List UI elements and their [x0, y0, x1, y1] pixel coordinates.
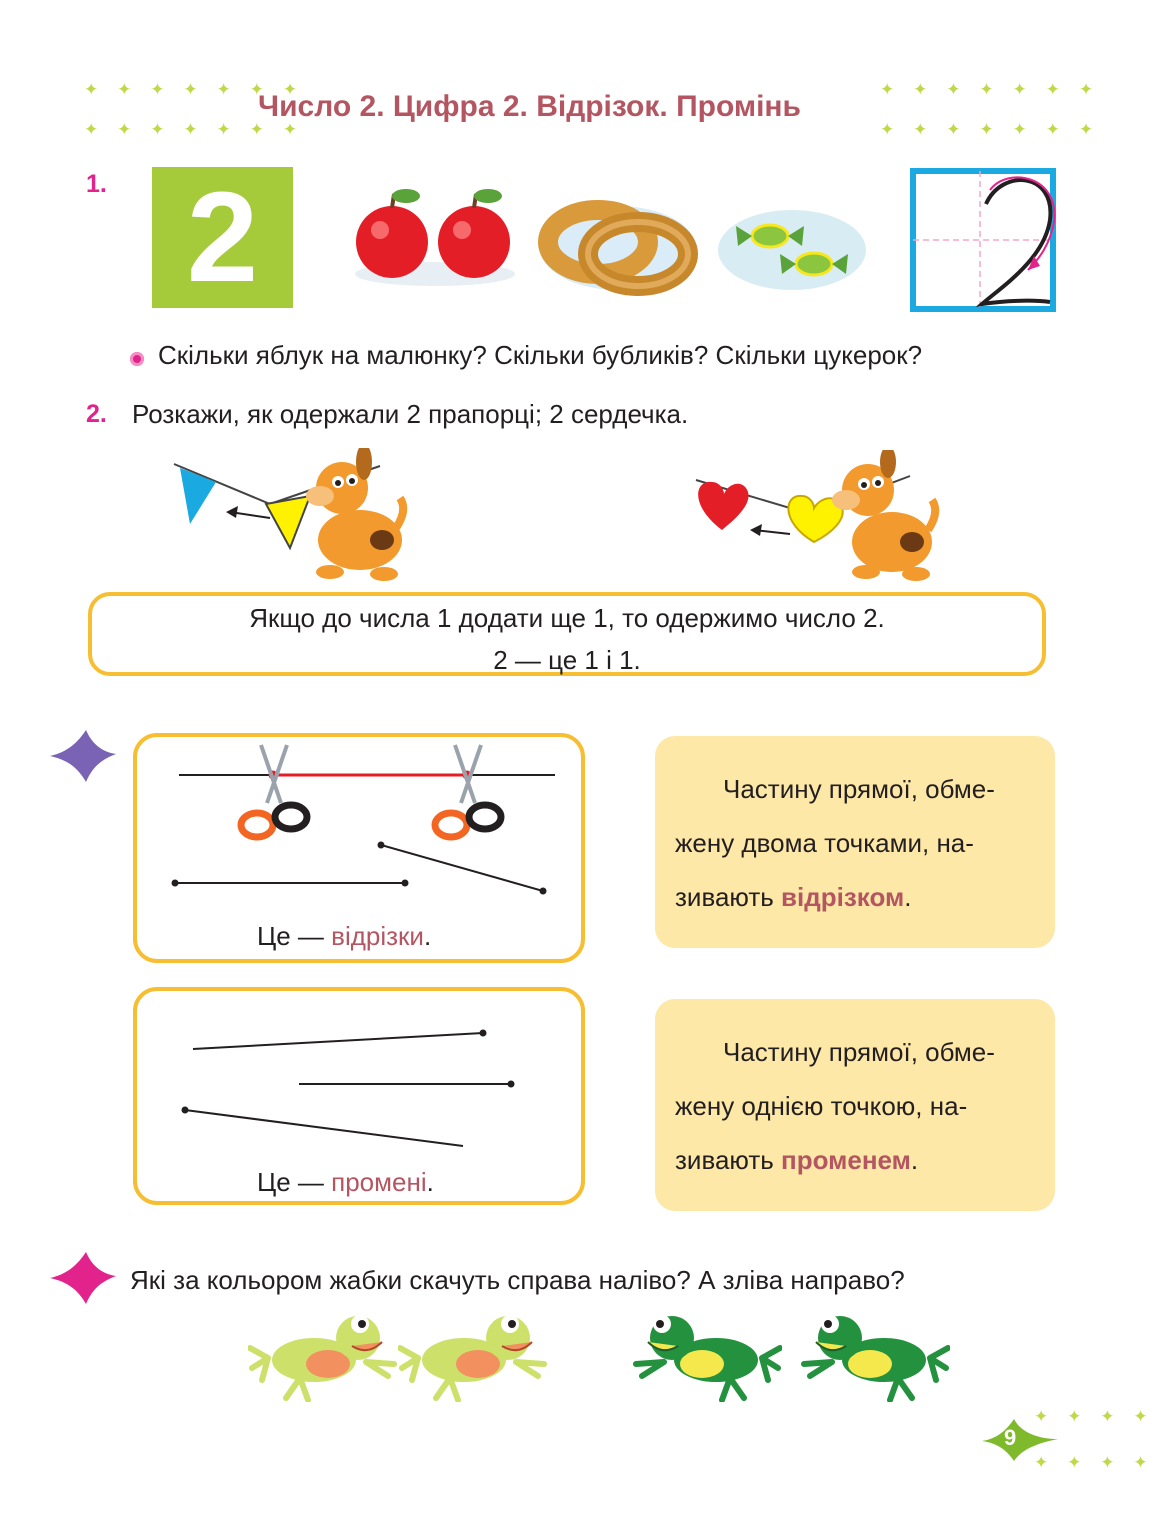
segments-figure-box	[133, 733, 585, 963]
purple-star-marker-icon	[48, 728, 118, 784]
task-2-text: Розкажи, як одержали 2 прапорці; 2 сердечка.	[132, 399, 689, 429]
decorative-stars-top-row: ✦ ✦ ✦ ✦ ✦ ✦ ✦	[84, 80, 298, 99]
rays-drawing	[137, 991, 581, 1151]
task-1-question: Скільки яблук на малюнку? Скільки бубликів? Скільки цукерок?	[158, 340, 923, 370]
dark-green-frog-2	[800, 1306, 950, 1402]
frogs-question: Які за кольором жабки скачуть справа наліво? А зліва направо?	[130, 1265, 905, 1295]
dog-with-flags-illustration	[170, 448, 410, 588]
segments-caption-term: відрізки	[331, 921, 424, 951]
segment-term: відрізком	[781, 882, 905, 912]
bullet-icon	[130, 352, 144, 366]
task-1-number: 1.	[86, 170, 107, 198]
page-title: Число 2. Цифра 2. Відрізок. Промінь	[258, 90, 801, 123]
segments-drawing	[137, 737, 581, 897]
rays-figure-box	[133, 987, 585, 1205]
rays-caption-suffix: .	[426, 1167, 434, 1197]
segments-caption	[257, 921, 431, 952]
segment-def-suffix: .	[904, 882, 912, 912]
page-number-badge-icon	[980, 1417, 1060, 1463]
light-green-frog-1	[248, 1306, 398, 1402]
task-2-number: 2.	[86, 400, 107, 428]
ray-def-line-2: жену однією точкою, на-	[675, 1091, 968, 1121]
dark-green-frog-1	[632, 1306, 782, 1402]
rule-box	[88, 592, 1046, 676]
segment-definition-box	[655, 736, 1055, 948]
dog-with-hearts-illustration	[690, 450, 940, 586]
ray-def-prefix: зивають	[675, 1145, 782, 1175]
segments-caption-suffix: .	[423, 921, 432, 951]
ray-term: променем	[781, 1145, 911, 1175]
candies-illustration	[716, 198, 868, 298]
rule-line-1: Якщо до числа 1 додати ще 1, то одержимо число 2.	[249, 603, 885, 633]
rays-caption-prefix: Це —	[257, 1167, 332, 1197]
rays-caption	[257, 1167, 434, 1198]
digit-two-block: 2	[152, 167, 293, 308]
apples-illustration	[350, 180, 520, 290]
rays-caption-term: промені	[331, 1167, 427, 1197]
segment-def-prefix: зивають	[675, 882, 782, 912]
ray-def-line-3	[675, 1133, 1055, 1187]
ray-definition-box	[655, 999, 1055, 1211]
ray-def-line-1: Частину прямої, обме-	[723, 1037, 995, 1067]
decorative-stars-bottom-row-right: ✦ ✦ ✦ ✦ ✦ ✦ ✦	[880, 120, 1094, 139]
decorative-stars-footer-top: ✦ ✦ ✦ ✦	[1034, 1407, 1148, 1426]
ray-def-suffix: .	[910, 1145, 919, 1175]
segment-def-line-1: Частину прямої, обме-	[723, 774, 995, 804]
decorative-stars-footer-bottom: ✦ ✦ ✦ ✦	[1034, 1453, 1148, 1472]
bagels-illustration	[538, 188, 698, 298]
decorative-stars-bottom-row: ✦ ✦ ✦ ✦ ✦ ✦ ✦	[84, 120, 298, 139]
pink-star-marker-icon	[48, 1250, 118, 1306]
segments-caption-prefix: Це —	[257, 921, 332, 951]
digit-two-writing-guide	[910, 168, 1056, 312]
rule-line-2: 2 — це 1 і 1.	[493, 645, 641, 675]
decorative-stars-top-row-right: ✦ ✦ ✦ ✦ ✦ ✦ ✦	[880, 80, 1094, 99]
light-green-frog-2	[398, 1306, 548, 1402]
page-number: 9	[1004, 1425, 1017, 1450]
segment-def-line-2: жену двома точками, на-	[675, 828, 974, 858]
segment-def-line-3	[675, 870, 1055, 924]
